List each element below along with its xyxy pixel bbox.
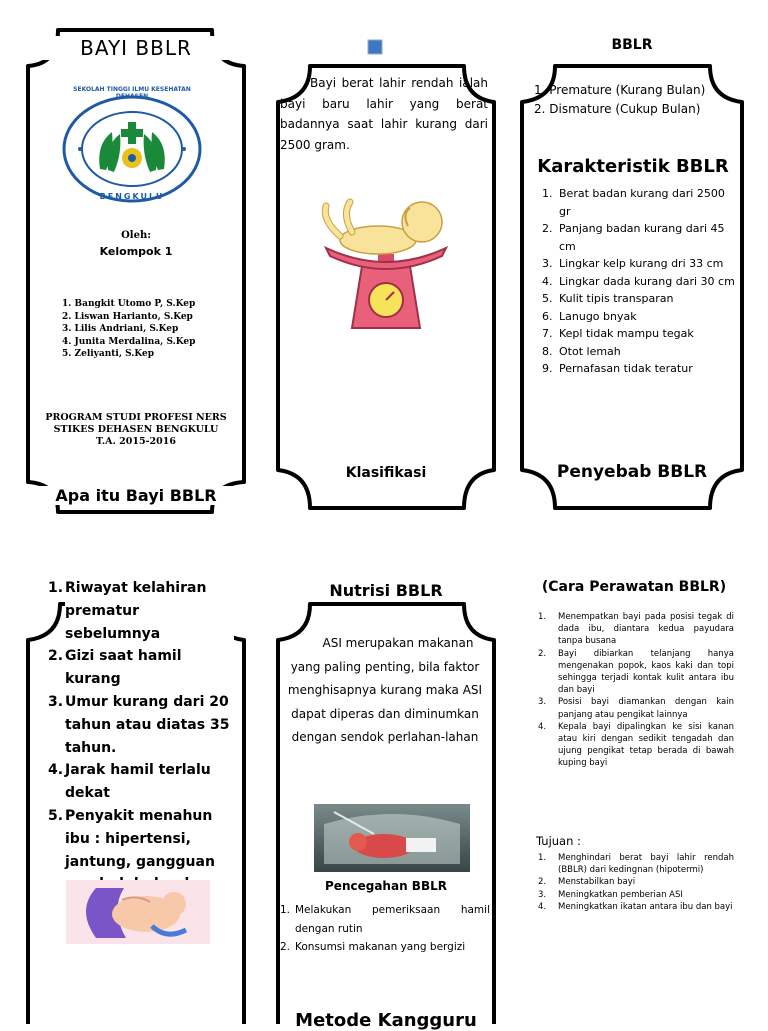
- group-name: Kelompok 1: [99, 245, 173, 258]
- list-item: 4. Jarak hamil terlalu dekat: [48, 762, 211, 802]
- baby-on-scale-illustration-icon: [312, 196, 460, 336]
- stikes-logo-icon: [60, 94, 204, 204]
- list-item: 2. Panjang badan kurang dari 45 cm: [542, 222, 725, 253]
- list-item: 5. Penyakit menahun ibu : hipertensi, jantung, gangguan: [48, 807, 215, 870]
- penyebab-list: [48, 577, 234, 896]
- perawatan-list: [538, 611, 734, 770]
- pencegahan-list: [280, 901, 490, 957]
- list-item: 9. Pernafasan tidak teratur: [542, 362, 693, 375]
- list-item: 3. Posisi bayi diamankan dengan kain panjang atau pengikat lainnya: [538, 697, 734, 720]
- heading-metode-kangguru: Metode Kangguru: [295, 1010, 477, 1031]
- list-item: 2. Gizi saat hamil kurang: [48, 648, 182, 688]
- list-item: 3. Lingkar kelp kurang dri 33 cm: [542, 257, 724, 270]
- list-item: 1. Melakukan pemeriksaan hamil dengan rutin: [280, 904, 490, 935]
- heading-bblr: BBLR: [611, 37, 653, 53]
- list-item: 1. Premature (Kurang Bulan): [534, 83, 706, 97]
- list-item: 1. Riwayat kelahiran prematur sebelumnya: [48, 577, 234, 645]
- list-item: 2. Konsumsi makanan yang bergizi: [280, 941, 466, 953]
- logo-ring-text-top: SEKOLAH TINGGI ILMU KESEHATAN DEHASEN: [73, 86, 191, 100]
- heading-penyebab: Penyebab BBLR: [556, 462, 708, 482]
- list-item: 6. Lanugo bnyak: [542, 309, 637, 323]
- bblr-definition: Bayi berat lahir rendah ialah bayi baru lahir yang berat badannya saat lahir kurang dari 2500 gram.: [280, 76, 488, 152]
- heading-cara-perawatan: (Cara Perawatan BBLR): [541, 579, 727, 595]
- oleh-label: Oleh:: [121, 230, 151, 241]
- klasifikasi-list: [534, 81, 740, 119]
- tujuan-title: Tujuan :: [536, 834, 581, 848]
- member-item: 4. Junita Merdalina, S.Kep: [62, 336, 196, 347]
- list-item: 5. Kulit tipis transparan: [542, 292, 674, 305]
- list-item: 4. Kepala bayi dipalingkan ke sisi kanan atau kiri dengan sedikit tengadah dan ujung pengikat tetap berada di bawah kuping bayi: [538, 721, 734, 769]
- member-list: [62, 298, 232, 361]
- list-item: 3. Umur kurang dari 20 tahun atau diatas 35 tahun.: [48, 693, 230, 756]
- list-item: 1. Berat badan kurang dari 2500 gr: [542, 187, 725, 218]
- heading-nutrisi: Nutrisi BBLR: [280, 581, 492, 600]
- list-item: 4. Lingkar dada kurang dari 30 cm: [542, 274, 735, 288]
- heading-pencegahan: Pencegahan BBLR: [325, 879, 447, 893]
- member-item: 2. Liswan Harianto, S.Kep: [62, 311, 193, 322]
- member-item: 1. Bangkit Utomo P, S.Kep: [62, 299, 196, 309]
- incubator-baby-photo-icon: [314, 804, 470, 872]
- member-item: 3. Lilis Andriani, S.Kep: [62, 324, 179, 334]
- program-info: [32, 412, 240, 448]
- program-line: T.A. 2015-2016: [96, 436, 176, 447]
- list-item: 2. Dismature (Cukup Bulan): [534, 102, 701, 116]
- list-item: 1. Menghindari berat bayi lahir rendah (BBLR) dari kedingnan (hipotermi): [538, 853, 734, 876]
- list-item: 1. Menempatkan bayi pada posisi tegak di dada ibu, diantara kedua payudara tanpa busana: [538, 612, 734, 647]
- program-line: PROGRAM STUDI PROFESI NERS: [45, 412, 227, 423]
- list-item: 2. Menstabilkan bayi: [538, 877, 636, 888]
- blue-square-icon: [368, 40, 382, 54]
- logo-ring-text-bottom: BENGKULU: [99, 192, 165, 201]
- nutrisi-text: ASI merupakan makanan yang paling penting, bila faktor menghisapnya kurang maka ASI dapat diperas dan diminumkan dengan sendok perlahan-lahan: [287, 636, 483, 744]
- list-item: 4. Meningkatkan ikatan antara ibu dan bayi: [538, 901, 733, 912]
- tujuan-list: [538, 852, 734, 913]
- list-item: 3. Meningkatkan pemberian ASI: [538, 889, 683, 900]
- list-item: 7. Kepl tidak mampu tegak: [542, 327, 694, 340]
- heading-apa-itu-bblr: Apa itu Bayi BBLR: [30, 486, 242, 505]
- panel1-title: BAYI BBLR: [30, 36, 242, 60]
- mother-baby-illustration-icon: [66, 880, 210, 944]
- karakteristik-list: [542, 185, 738, 378]
- list-item: 2. Bayi dibiarkan telanjang hanya mengenakan popok, kaos kaki dan topi sehingga terjadi kontak kulit antara ibu dan bayi: [538, 648, 734, 696]
- heading-karakteristik: Karakteristik BBLR: [537, 156, 729, 177]
- member-item: 5. Zeliyanti, S.Kep: [62, 349, 155, 359]
- list-item: 8. Otot lemah: [542, 344, 621, 358]
- heading-klasifikasi: Klasifikasi: [345, 465, 427, 481]
- program-line: STIKES DEHASEN BENGKULU: [53, 424, 219, 435]
